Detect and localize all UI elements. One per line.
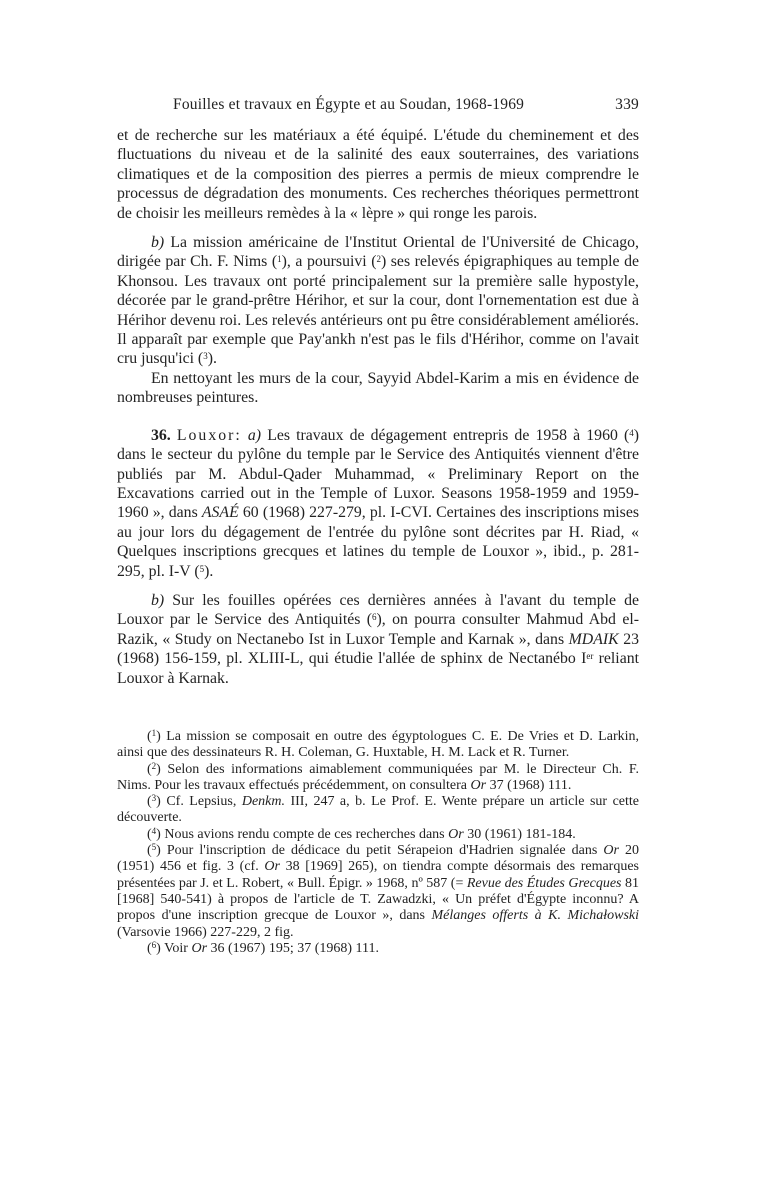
footnote-ref: 3 — [203, 351, 208, 362]
item-label: b) — [151, 591, 165, 609]
section-number: 36. — [151, 426, 171, 444]
footnote-3: ($^3$) Cf. Lepsius, Denkm. III, 247 a, b. Le Prof. E. Wente prépare un article sur cette découverte. — [117, 793, 639, 826]
paragraph-4: 36. Louxor: a) Les travaux de dégagement entrepris de 1958 à 1960 ($^4$) dans le secteur du pylône du temple par le Service des Antiquités viennent d'être publiés par M. Abdul-Qader Muhammad, « Preliminary Report on the Excavations carried out in the Temple of Luxor. Seasons 1958-1959 and 1959-1960 », dans ASAÉ 60 (1968) 227-279, pl. I-CVI. Certaines des inscriptions mises au jour lors du dégagement de l'entrée du pylône sont décrites par H. Riad, « Quelques inscriptions grecques et latines du temple de Louxor », ibid., p. 281-295, pl. I-V ($^5$). — [117, 426, 640, 580]
footnote-5: ($^5$) Pour l'inscription de dédicace du petit Sérapeion d'Hadrien signalée dans Or 20 (1951) 456 et fig. 3 (cf. Or 38 [1969] 265), on tiendra compte désormais des remarques présentées par J. et L. Robert, « Bull. Épigr. » 1968, nº 587 (= Revue des Études Grecques 81 [1968] 540-541) à propos de l'article de T. Zawadzki, « Un préfet d'Égypte inconnu? A propos d'une inscription grecque de Louxor », dans Mélanges offerts à K. Michałowski (Varsovie 1966) 227-229, 2 fig. — [117, 842, 640, 940]
footnote-1: ($^1$) La mission se composait en outre des égyptologues C. E. De Vries et D. Larkin, ainsi que des dessinateurs R. H. Coleman, G. Huxtable, H. M. Lack et R. Turner. — [117, 728, 639, 761]
running-title: Fouilles et travaux en Égypte et au Soudan, 1968-1969 — [173, 96, 525, 113]
item-label: a) — [247, 426, 262, 444]
section-place: Louxor: — [176, 426, 242, 444]
footnote-2: ($^2$) Selon des informations aimablement communiquées par M. le Directeur Ch. F. Nims. Pour les travaux effectués précédemment, on consultera Or 37 (1968) 111. — [117, 760, 639, 793]
journal-title: MDAIK — [568, 630, 619, 648]
footnote-6: ($^6$) Voir Or 36 (1967) 195; 37 (1968) 111. — [147, 939, 380, 956]
running-header — [173, 96, 639, 118]
item-label: b) — [151, 234, 165, 252]
footnotes — [117, 729, 639, 957]
footnote-ref: 1 — [277, 254, 282, 265]
main-text — [117, 126, 639, 688]
paragraph-1: et de recherche sur les matériaux a été équipé. L'étude du cheminement et des fluctuations du niveau et de la salinité des eaux souterraines, des variations climatiques et de la composition des pierres a permis de mieux comprendre le processus de dégradation des monuments. Ces recherches théoriques permettront de choisir les meilleurs remèdes à la « lèpre » qui ronge les parois. — [117, 127, 639, 222]
journal-title: ASAÉ — [201, 504, 239, 522]
page-number: 339 — [615, 96, 639, 113]
footnote-ref: 2 — [376, 254, 381, 265]
paragraph-3: En nettoyant les murs de la cour, Sayyid Abdel-Karim a mis en évidence de nombreuses peintures. — [117, 369, 639, 407]
page-body — [117, 96, 639, 688]
paragraph-5: b) Sur les fouilles opérées ces dernières années à l'avant du temple de Louxor par le Service des Antiquités ($^6$), on pourra consulter Mahmud Abd el-Razik, « Study on Nectanebo Ist in Luxor Temple and Karnak », dans MDAIK 23 (1968) 156-159, pl. XLIII-L, qui étudie l'allée de sphinx de Nectanébo Ier reliant Louxor à Karnak. — [117, 591, 639, 687]
footnote-ref: 6 — [372, 612, 377, 623]
footnote-ref: 4 — [629, 427, 634, 438]
footnote-4: ($^4$) Nous avions rendu compte de ces recherches dans Or 30 (1961) 181-184. — [147, 825, 576, 842]
paragraph-2: b) La mission américaine de l'Institut Oriental de l'Université de Chicago, dirigée par Ch. F. Nims ($^1$), a poursuivi ($^2$) ses relevés épigraphiques au temple de Khonsou. Les travaux ont porté principalement sur la première salle hypostyle, décorée par le grand-prêtre Hérihor, et sur la cour, dont l'ornementation est due à Hérihor devenu roi. Les relevés antérieurs ont pu être considérablement améliorés. Il apparaît par exemple que Pay'ankh n'est pas le fils d'Hérihor, comme on l'avait cru jusqu'ici ($^3$). — [117, 234, 639, 368]
footnote-ref: 5 — [199, 563, 205, 574]
